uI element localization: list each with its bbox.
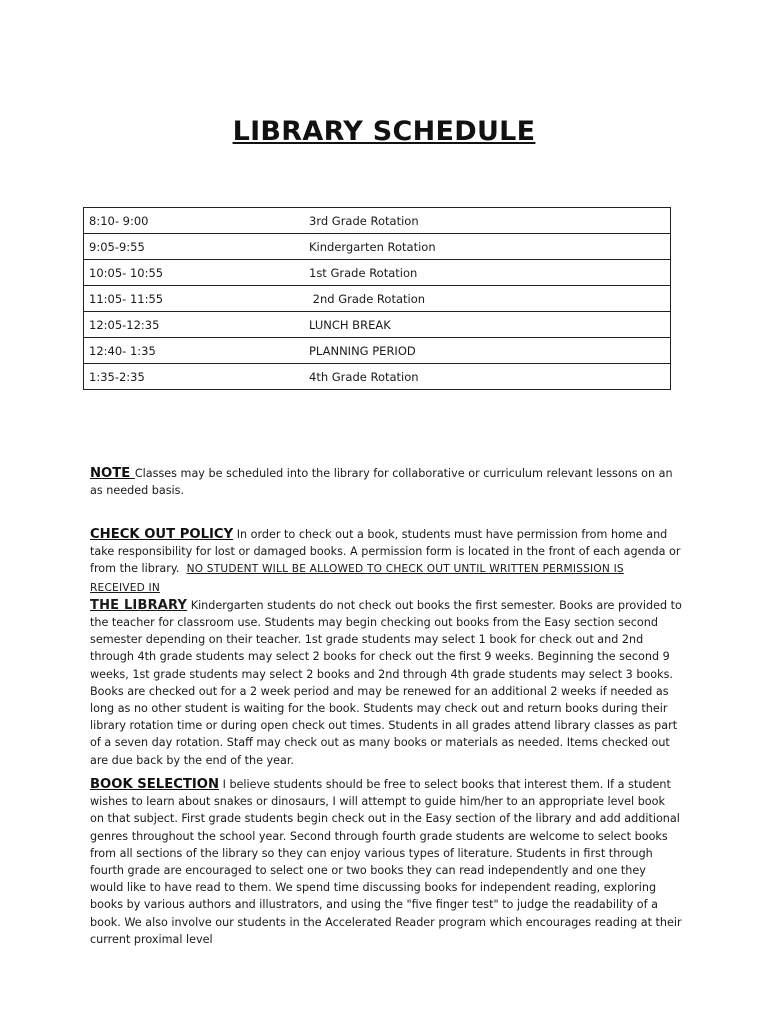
table-row [84, 234, 671, 260]
time-cell: 11:05- 11:55 [89, 291, 164, 306]
permission-warning: NO STUDENT WILL BE ALLOWED TO CHECK OUT UNTIL WRITTEN PERMISSION IS RECEIVED IN [90, 563, 624, 594]
time-cell: 12:05-12:35 [89, 317, 160, 332]
checkout-policy-text: In order to check out a book, students must have permission from home and take responsibility for lost or damaged books. A permission form is located in the front of each agenda or from the library. [90, 528, 685, 576]
activity-cell: 1st Grade Rotation [309, 265, 418, 280]
schedule-table [83, 207, 671, 390]
checkout-policy-heading: CHECK OUT POLICY [90, 527, 234, 542]
time-cell: 9:05-9:55 [89, 239, 145, 254]
activity-cell: PLANNING PERIOD [309, 343, 416, 358]
activity-cell: LUNCH BREAK [309, 317, 391, 332]
table-row [84, 338, 671, 364]
activity-cell: 3rd Grade Rotation [309, 213, 419, 228]
table-row [84, 312, 671, 338]
checkout-policy-paragraph [90, 526, 685, 769]
table-row [84, 208, 671, 234]
time-cell: 1:35-2:35 [89, 369, 145, 384]
note-heading: NOTE [90, 466, 135, 481]
book-selection-text: I believe students should be free to select books that interest them. If a student wishes to learn about snakes or dinosaurs, I will attempt to guide him/her to an appropriate level book on that subject. First grade students begin check out in the Easy section of the library and add additional genres throughout the school year. Second through fourth grade students are welcome to select books from all sections of the library so they can enjoy various types of literature. Students in first through fourth grade are encouraged to select one or two books they can read independently and one they would like to have read to them. We spend time discussing books for independent reading, exploring books by various authors and illustrators, and using the "five finger test" to judge the readability of a book. We also involve our students in the Accelerated Reader program which encourages reading at their current proximal level [90, 778, 682, 946]
permission-warning-end: THE LIBRARY [90, 597, 188, 613]
table-row [84, 364, 671, 390]
time-cell: 10:05- 10:55 [89, 265, 164, 280]
book-selection-paragraph [90, 776, 682, 948]
time-cell: 12:40- 1:35 [89, 343, 156, 358]
activity-cell: 4th Grade Rotation [309, 369, 419, 384]
note-paragraph [90, 465, 682, 499]
page-title: LIBRARY SCHEDULE [232, 116, 536, 147]
activity-cell: Kindergarten Rotation [309, 239, 436, 254]
table-row [84, 260, 671, 286]
note-text: Classes may be scheduled into the library for collaborative or curriculum relevant lessons on an as needed basis. [90, 467, 673, 498]
activity-cell: 2nd Grade Rotation [309, 291, 426, 306]
table-row [84, 286, 671, 312]
checkout-policy-details: Kindergarten students do not check out books the first semester. Books are provided to the teacher for classroom use. Students may begin checking out books from the Easy section second semester depending on their teacher. 1st grade students may select 1 book for check out and 2nd through 4th grade students may select 2 books for check out the first 9 weeks. Beginning the second 9 weeks, 1st grade students may select 2 books and 2nd through 4th grade students may select 3 books. Books are checked out for a 2 week period and may be renewed for an additional 2 weeks if needed as long as no other student is waiting for the book. Students may check out and return books during their library rotation time or during open check out times. Students in all grades attend library classes as part of a seven day rotation. Staff may check out as many books or materials as needed. Items checked out are due back by the end of the year. [90, 598, 682, 767]
time-cell: 8:10- 9:00 [89, 213, 149, 228]
book-selection-heading: BOOK SELECTION [90, 777, 220, 792]
